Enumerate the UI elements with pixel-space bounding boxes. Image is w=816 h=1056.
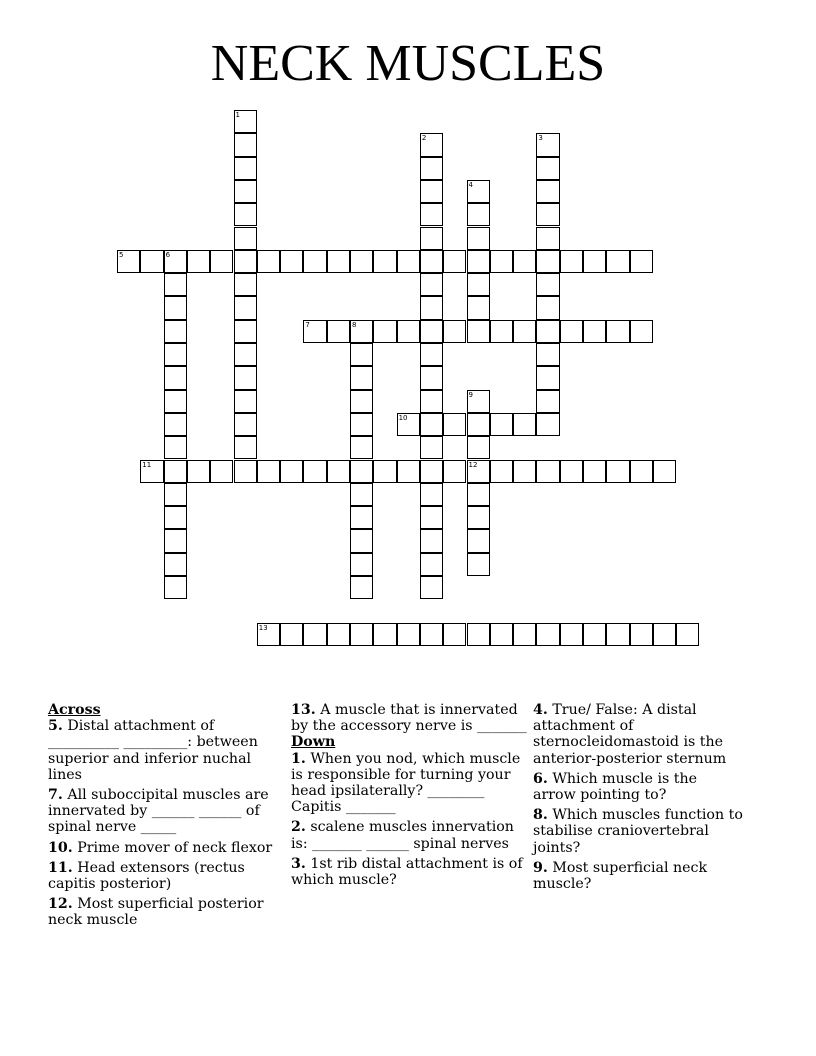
- grid-cell[interactable]: [467, 436, 490, 459]
- grid-cell[interactable]: [303, 250, 326, 273]
- grid-cell[interactable]: [350, 320, 373, 343]
- cell-number: 4: [468, 180, 473, 189]
- grid-cell[interactable]: [420, 553, 443, 576]
- grid-cell[interactable]: [490, 250, 513, 273]
- grid-cell[interactable]: [350, 553, 373, 576]
- cell-number: 9: [468, 390, 473, 399]
- grid-cell[interactable]: [420, 576, 443, 599]
- grid-cell[interactable]: [303, 460, 326, 483]
- puzzle-title: NECK MUSCLES: [210, 35, 606, 92]
- grid-cell[interactable]: [327, 320, 350, 343]
- grid-cell[interactable]: [420, 157, 443, 180]
- grid-cell[interactable]: [350, 250, 373, 273]
- grid-cell[interactable]: [676, 623, 699, 646]
- grid-cell[interactable]: [234, 296, 257, 319]
- grid-cell[interactable]: [536, 157, 559, 180]
- clue-across-10: 10. Prime mover of neck flexor: [48, 839, 273, 856]
- clue-down-4: 4. True/ False: A distal attachment of sternocleidomastoid is the anterior-posterior sternum: [533, 702, 727, 767]
- grid-cell[interactable]: [513, 623, 536, 646]
- grid-cell[interactable]: [536, 390, 559, 413]
- grid-cell[interactable]: [257, 250, 280, 273]
- grid-cell[interactable]: [280, 623, 303, 646]
- grid-cell[interactable]: [536, 133, 559, 156]
- grid-cell[interactable]: [350, 576, 373, 599]
- clue-down-8: 8. Which muscles function to stabilise craniovertebral joints?: [533, 807, 743, 856]
- cell-number: 7: [305, 320, 310, 329]
- grid-cell[interactable]: [536, 460, 559, 483]
- grid-cell[interactable]: [467, 180, 490, 203]
- clues-column-3: [533, 702, 743, 896]
- grid-cell[interactable]: [560, 623, 583, 646]
- grid-cell[interactable]: [210, 460, 233, 483]
- grid-cell[interactable]: [443, 460, 466, 483]
- grid-cell[interactable]: [140, 250, 163, 273]
- grid-cell[interactable]: [350, 390, 373, 413]
- grid-cell[interactable]: [327, 250, 350, 273]
- clue-down-9: 9. Most superficial neck muscle?: [533, 859, 708, 893]
- cell-number: 11: [142, 460, 152, 469]
- grid-cell[interactable]: [210, 250, 233, 273]
- grid-cell[interactable]: [467, 506, 490, 529]
- grid-cell[interactable]: [513, 413, 536, 436]
- grid-cell[interactable]: [420, 227, 443, 250]
- grid-cell[interactable]: [490, 320, 513, 343]
- grid-cell[interactable]: [164, 366, 187, 389]
- grid-cell[interactable]: [443, 623, 466, 646]
- grid-cell[interactable]: [467, 390, 490, 413]
- cell-number: 5: [119, 250, 124, 259]
- grid-cell[interactable]: [513, 320, 536, 343]
- grid-cell[interactable]: [443, 250, 466, 273]
- grid-cell[interactable]: [234, 366, 257, 389]
- grid-cell[interactable]: [187, 460, 210, 483]
- grid-cell[interactable]: [536, 227, 559, 250]
- cell-number: 12: [468, 460, 478, 469]
- grid-cell[interactable]: [164, 506, 187, 529]
- grid-cell[interactable]: [630, 320, 653, 343]
- grid-cell[interactable]: [234, 320, 257, 343]
- grid-cell[interactable]: [560, 250, 583, 273]
- grid-cell[interactable]: [234, 203, 257, 226]
- grid-cell[interactable]: [420, 460, 443, 483]
- grid-cell[interactable]: [164, 460, 187, 483]
- grid-cell[interactable]: [467, 623, 490, 646]
- grid-cell[interactable]: [420, 483, 443, 506]
- grid-cell[interactable]: [303, 623, 326, 646]
- grid-cell[interactable]: [234, 250, 257, 273]
- grid-cell[interactable]: [280, 250, 303, 273]
- grid-cell[interactable]: [350, 529, 373, 552]
- grid-cell[interactable]: [420, 320, 443, 343]
- grid-cell[interactable]: [467, 320, 490, 343]
- cell-number: 10: [398, 413, 408, 422]
- grid-cell[interactable]: [420, 133, 443, 156]
- grid-cell[interactable]: [164, 483, 187, 506]
- grid-cell[interactable]: [536, 180, 559, 203]
- grid-cell[interactable]: [234, 390, 257, 413]
- grid-cell[interactable]: [373, 320, 396, 343]
- grid-cell[interactable]: [397, 460, 420, 483]
- grid-cell[interactable]: [303, 320, 326, 343]
- grid-cell[interactable]: [350, 483, 373, 506]
- clue-across-7: 7. All suboccipital muscles are innervated by ______ ______ of spinal nerve _____: [48, 787, 269, 836]
- grid-cell[interactable]: [536, 296, 559, 319]
- clue-down-1: 1. When you nod, which muscle is responsible for turning your head ipsilaterally? ________ Capitis _______: [291, 750, 521, 816]
- grid-cell[interactable]: [164, 413, 187, 436]
- grid-cell[interactable]: [234, 180, 257, 203]
- grid-cell[interactable]: [443, 413, 466, 436]
- grid-cell[interactable]: [373, 460, 396, 483]
- across-header: Across: [48, 702, 101, 718]
- grid-cell[interactable]: [234, 436, 257, 459]
- grid-cell[interactable]: [443, 320, 466, 343]
- cell-number: 2: [421, 134, 427, 143]
- grid-cell[interactable]: [536, 623, 559, 646]
- grid-cell[interactable]: [467, 413, 490, 436]
- grid-cell[interactable]: [467, 460, 490, 483]
- grid-cell[interactable]: [234, 343, 257, 366]
- grid-cell[interactable]: [467, 296, 490, 319]
- grid-cell[interactable]: [583, 320, 606, 343]
- grid-cell[interactable]: [140, 460, 163, 483]
- grid-cell[interactable]: [164, 390, 187, 413]
- grid-cell[interactable]: [234, 460, 257, 483]
- grid-cell[interactable]: [420, 273, 443, 296]
- grid-cell[interactable]: [490, 413, 513, 436]
- grid-cell[interactable]: [420, 529, 443, 552]
- grid-cell[interactable]: [234, 413, 257, 436]
- grid-cell[interactable]: [536, 273, 559, 296]
- grid-cell[interactable]: [467, 227, 490, 250]
- grid-cell[interactable]: [420, 250, 443, 273]
- clues-column-2: [291, 702, 527, 892]
- cell-number: 6: [165, 250, 171, 259]
- grid-cell[interactable]: [420, 180, 443, 203]
- grid-cell[interactable]: [164, 529, 187, 552]
- grid-cell[interactable]: [490, 623, 513, 646]
- grid-cell[interactable]: [536, 320, 559, 343]
- grid-cell[interactable]: [490, 460, 513, 483]
- grid-cell[interactable]: [373, 250, 396, 273]
- grid-cell[interactable]: [467, 273, 490, 296]
- down-header: Down: [291, 734, 336, 751]
- grid-cell[interactable]: [164, 343, 187, 366]
- grid-cell[interactable]: [350, 506, 373, 529]
- grid-cell[interactable]: [373, 623, 396, 646]
- cell-number: 1: [235, 111, 240, 119]
- grid-cell[interactable]: [536, 413, 559, 436]
- grid-cell[interactable]: [234, 157, 257, 180]
- grid-cell[interactable]: [606, 320, 629, 343]
- grid-cell[interactable]: [467, 250, 490, 273]
- grid-cell[interactable]: [606, 250, 629, 273]
- grid-cell[interactable]: [606, 623, 629, 646]
- grid-cell[interactable]: [513, 250, 536, 273]
- grid-cell[interactable]: [536, 366, 559, 389]
- grid-cell[interactable]: [234, 273, 257, 296]
- grid-cell[interactable]: [536, 343, 559, 366]
- grid-cell[interactable]: [164, 436, 187, 459]
- grid-cell[interactable]: [420, 366, 443, 389]
- grid-cell[interactable]: [536, 250, 559, 273]
- grid-cell[interactable]: [164, 320, 187, 343]
- cell-number: 3: [538, 134, 543, 143]
- grid-cell[interactable]: [397, 250, 420, 273]
- clue-across-13: 13. A muscle that is innervated by the accessory nerve is _______: [291, 702, 527, 735]
- grid-cell[interactable]: [327, 460, 350, 483]
- clue-down-6: 6. Which muscle is the arrow pointing to?: [533, 770, 698, 804]
- grid-cell[interactable]: [234, 227, 257, 250]
- grid-cell[interactable]: [234, 110, 257, 133]
- grid-cell[interactable]: [467, 483, 490, 506]
- clues-column-1: [48, 702, 276, 933]
- grid-cell[interactable]: [350, 343, 373, 366]
- clue-across-5: 5. Distal attachment of __________ _________: between superior and inferior nuchal lines: [48, 718, 258, 783]
- grid-cell[interactable]: [257, 460, 280, 483]
- grid-cell[interactable]: [164, 273, 187, 296]
- grid-cell[interactable]: [583, 250, 606, 273]
- grid-cell[interactable]: [583, 623, 606, 646]
- grid-cell[interactable]: [630, 460, 653, 483]
- grid-cell[interactable]: [350, 436, 373, 459]
- grid-cell[interactable]: [350, 623, 373, 646]
- grid-cell[interactable]: [350, 366, 373, 389]
- grid-cell[interactable]: [350, 460, 373, 483]
- grid-cell[interactable]: [467, 529, 490, 552]
- grid-cell[interactable]: [560, 460, 583, 483]
- cell-number: 8: [352, 320, 357, 329]
- grid-cell[interactable]: [420, 436, 443, 459]
- grid-cell[interactable]: [467, 203, 490, 226]
- grid-cell[interactable]: [234, 133, 257, 156]
- grid-cell[interactable]: [117, 250, 140, 273]
- clue-across-12: 12. Most superficial posterior neck muscle: [48, 896, 264, 929]
- clue-down-2: 2. scalene muscles innervation is: _______ ______ spinal nerves: [291, 819, 514, 852]
- grid-cell[interactable]: [420, 296, 443, 319]
- clue-down-3: 3. 1st rib distal attachment is of which muscle?: [291, 855, 523, 889]
- grid-cell[interactable]: [164, 576, 187, 599]
- clue-across-11: 11. Head extensors (rectus capitis posterior): [48, 859, 245, 893]
- grid-cell[interactable]: [397, 413, 420, 436]
- grid-cell[interactable]: [280, 460, 303, 483]
- grid-cell[interactable]: [257, 623, 280, 646]
- grid-cell[interactable]: [420, 390, 443, 413]
- grid-cell[interactable]: [397, 623, 420, 646]
- grid-cell[interactable]: [187, 250, 210, 273]
- grid-cell[interactable]: [164, 553, 187, 576]
- grid-cell[interactable]: [653, 623, 676, 646]
- grid-cell[interactable]: [560, 320, 583, 343]
- grid-cell[interactable]: [350, 413, 373, 436]
- grid-cell[interactable]: [420, 203, 443, 226]
- cell-number: 13: [258, 623, 268, 632]
- grid-cell[interactable]: [583, 460, 606, 483]
- grid-cell[interactable]: [630, 250, 653, 273]
- grid-cell[interactable]: [420, 413, 443, 436]
- grid-cell[interactable]: [630, 623, 653, 646]
- grid-cell[interactable]: [164, 250, 187, 273]
- grid-cell[interactable]: [653, 460, 676, 483]
- grid-cell[interactable]: [420, 506, 443, 529]
- grid-cell[interactable]: [397, 320, 420, 343]
- grid-cell[interactable]: [327, 623, 350, 646]
- grid-cell[interactable]: [513, 460, 536, 483]
- grid-cell[interactable]: [164, 296, 187, 319]
- grid-cell[interactable]: [536, 203, 559, 226]
- grid-cell[interactable]: [606, 460, 629, 483]
- grid-cell[interactable]: [420, 343, 443, 366]
- grid-cell[interactable]: [467, 553, 490, 576]
- grid-cell[interactable]: [420, 623, 443, 646]
